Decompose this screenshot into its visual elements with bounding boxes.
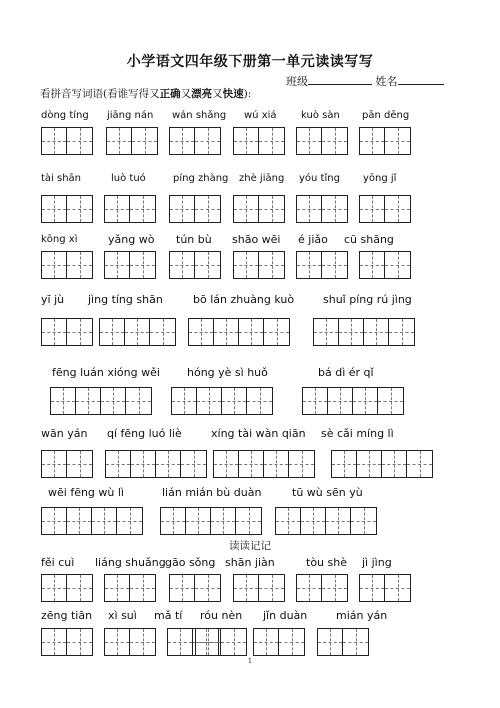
pinyin-label: bō lán zhuàng kuò [193,293,295,306]
writing-box-1-2[interactable] [169,195,221,223]
character-cell [67,252,92,278]
writing-box-2-1[interactable] [104,251,156,279]
pinyin-label: pān dēng [362,110,410,121]
pinyin-label: gāo sǒng [165,556,216,569]
character-cell [125,319,150,345]
pinyin-label: kuò sàn [301,110,340,121]
name-label: 姓名 [375,75,398,88]
character-cell [126,388,151,414]
character-cell [106,451,131,477]
pinyin-label: jiāng nán [107,110,154,121]
character-cell [364,319,389,345]
character-cell [67,629,92,655]
writing-box-3-0[interactable] [41,318,93,346]
character-cell [117,508,142,534]
character-cell [42,252,67,278]
character-cell [168,629,193,655]
name-blank [398,74,444,85]
character-cell [105,252,130,278]
character-cell [328,388,353,414]
character-cell [170,575,195,601]
character-cell [67,196,92,222]
pinyin-label: bá dì ér qǐ [318,366,374,379]
writing-box-1-1[interactable] [104,195,156,223]
instruction-mid-1: 又 [180,88,192,100]
character-cell [407,451,432,477]
pinyin-label: tún bù [176,233,212,246]
character-cell [67,508,92,534]
character-cell [42,196,67,222]
pinyin-label: sè cǎi míng lì [321,427,394,440]
writing-box-2-0[interactable] [41,251,93,279]
writing-box-7-4[interactable] [296,574,348,602]
character-cell [150,319,175,345]
character-cell [67,319,92,345]
pinyin-label: lián mián bù duàn [162,486,262,499]
character-cell [247,388,272,414]
character-cell [385,196,410,222]
pinyin-label: hóng yè sì huǒ [187,366,268,379]
writing-box-3-2[interactable] [188,318,290,346]
instruction-bold-3: 快速 [222,88,244,100]
instruction [40,86,251,101]
character-cell [322,196,347,222]
character-cell [170,252,195,278]
pinyin-label: shān jiàn [225,556,275,569]
section-heading: 读读记记 [229,540,271,552]
pinyin-label: qí fēng luó liè [107,427,182,440]
character-cell [42,629,67,655]
character-cell [42,319,67,345]
character-cell [189,319,214,345]
writing-box-1-3[interactable] [233,195,285,223]
character-cell [51,388,76,414]
writing-box-0-5[interactable] [359,127,411,155]
writing-box-3-1[interactable] [99,318,176,346]
pinyin-label: fěi cuì [41,556,75,569]
writing-box-4-2[interactable] [302,387,404,415]
pinyin-label: wú xiá [244,110,277,121]
character-cell [259,575,284,601]
pinyin-label: wēi fēng wù lì [48,486,124,499]
page-number: 1 [247,657,253,665]
character-cell [211,508,236,534]
character-cell [172,388,197,414]
character-cell [303,388,328,414]
character-cell [131,451,156,477]
writing-box-6-0[interactable] [41,507,143,535]
character-cell [221,629,246,655]
character-cell [343,629,368,655]
character-cell [170,196,195,222]
writing-box-6-1[interactable] [160,507,262,535]
pinyin-label: fēng luán xióng wěi [52,366,160,379]
pinyin-label: xíng tài wàn qiān [211,427,306,440]
writing-box-0-2[interactable] [169,127,221,155]
pinyin-label: yōng jǐ [363,173,397,184]
character-cell [92,508,117,534]
character-cell [239,451,264,477]
character-cell [297,128,322,154]
writing-box-2-5[interactable] [359,251,411,279]
writing-box-8-4[interactable] [253,628,305,656]
character-cell [318,629,343,655]
character-cell [264,319,289,345]
character-cell [289,451,314,477]
character-cell [195,252,220,278]
character-cell [101,388,126,414]
writing-box-5-1[interactable] [105,450,207,478]
pinyin-label: wán shǎng [172,110,227,121]
character-cell [389,319,414,345]
character-cell [297,196,322,222]
character-cell [42,575,67,601]
character-cell [314,319,339,345]
instruction-suffix: ): [243,88,252,100]
character-cell [360,252,385,278]
writing-box-1-0[interactable] [41,195,93,223]
character-cell [239,319,264,345]
pinyin-label: jǐn duàn [263,609,308,622]
character-cell [385,575,410,601]
character-cell [195,196,220,222]
pinyin-label: liáng shuǎng [95,556,166,569]
character-cell [385,128,410,154]
writing-box-6-2[interactable] [275,507,377,535]
character-cell [339,319,364,345]
character-cell [107,128,132,154]
character-cell [161,508,186,534]
character-cell [276,508,301,534]
pinyin-label: tòu shè [306,556,347,569]
pinyin-label: kōng xì [41,234,78,245]
writing-box-8-3[interactable] [195,628,247,656]
pinyin-label: yǎng wò [108,233,155,246]
character-cell [67,128,92,154]
character-cell [382,451,407,477]
character-cell [132,128,157,154]
writing-box-0-0[interactable] [41,127,93,155]
character-cell [214,319,239,345]
pinyin-label: jìng tíng shān [88,293,163,306]
writing-box-7-3[interactable] [233,574,285,602]
pinyin-label: wān yán [41,427,88,440]
character-cell [297,575,322,601]
character-cell [353,388,378,414]
pinyin-label: tài shān [41,173,82,184]
character-cell [360,575,385,601]
writing-box-0-3[interactable] [233,127,285,155]
character-cell [105,629,130,655]
writing-box-3-3[interactable] [313,318,415,346]
pinyin-label: shuǐ píng rú jìng [323,293,412,306]
character-cell [181,451,206,477]
pinyin-label: shāo wēi [232,233,281,246]
character-cell [378,388,403,414]
class-blank [308,74,372,85]
character-cell [170,128,195,154]
character-cell [186,508,211,534]
writing-box-2-3[interactable] [233,251,285,279]
instruction-prefix: 看拼音写词语(看谁写得又 [40,88,160,100]
page-title: 小学语文四年级下册第一单元读读写写 [126,54,374,70]
pinyin-label: tū wù sēn yù [292,486,363,499]
character-cell [385,252,410,278]
character-cell [105,196,130,222]
character-cell [67,575,92,601]
class-name-row [286,73,444,89]
character-cell [195,128,220,154]
character-cell [130,196,155,222]
character-cell [222,388,247,414]
pinyin-label: píng zhàng [173,173,229,184]
writing-box-0-4[interactable] [296,127,348,155]
character-cell [326,508,351,534]
writing-box-7-2[interactable] [169,574,221,602]
character-cell [100,319,125,345]
pinyin-label: zēng tiān [41,609,93,622]
writing-box-7-0[interactable] [41,574,93,602]
character-cell [42,508,67,534]
writing-box-4-0[interactable] [50,387,152,415]
character-cell [360,196,385,222]
character-cell [297,252,322,278]
character-cell [332,451,357,477]
class-label: 班级 [286,75,308,88]
pinyin-label: dòng tíng [41,110,89,121]
character-cell [236,508,261,534]
character-cell [234,128,259,154]
character-cell [42,128,67,154]
writing-box-5-2[interactable] [213,450,315,478]
writing-box-1-5[interactable] [359,195,411,223]
instruction-bold-1: 正确 [159,88,181,100]
writing-box-8-1[interactable] [104,628,156,656]
pinyin-label: yóu tǐng [299,173,340,184]
character-cell [259,252,284,278]
character-cell [357,451,382,477]
pinyin-label: mián yán [336,609,388,622]
character-cell [322,128,347,154]
character-cell [360,128,385,154]
writing-box-1-4[interactable] [296,195,348,223]
writing-box-0-1[interactable] [106,127,158,155]
pinyin-label: luò tuó [111,173,146,184]
writing-box-2-2[interactable] [169,251,221,279]
character-cell [67,451,92,477]
character-cell [105,575,130,601]
character-cell [156,451,181,477]
character-cell [234,575,259,601]
character-cell [130,629,155,655]
pinyin-label: xì suì [108,609,137,622]
character-cell [234,252,259,278]
writing-box-8-0[interactable] [41,628,93,656]
character-cell [42,451,67,477]
character-cell [259,196,284,222]
pinyin-label: jì jìng [362,556,392,569]
character-cell [234,196,259,222]
pinyin-label: róu nèn [200,609,243,622]
pinyin-label: mǎ tí [154,609,183,622]
character-cell [130,252,155,278]
writing-box-2-4[interactable] [296,251,348,279]
instruction-mid-2: 又 [212,88,223,100]
writing-box-7-1[interactable] [104,574,156,602]
writing-box-5-0[interactable] [41,450,93,478]
character-cell [195,575,220,601]
pinyin-label: é jiǎo [298,233,328,246]
pinyin-label: yī jù [41,293,65,306]
writing-box-5-3[interactable] [331,450,433,478]
character-cell [197,388,222,414]
character-cell [351,508,376,534]
character-cell [301,508,326,534]
character-cell [196,629,221,655]
writing-box-4-1[interactable] [171,387,273,415]
character-cell [279,629,304,655]
pinyin-label: cū shāng [344,233,394,246]
character-cell [214,451,239,477]
character-cell [264,451,289,477]
character-cell [322,252,347,278]
character-cell [322,575,347,601]
pinyin-label: zhè jiāng [239,173,285,184]
character-cell [254,629,279,655]
character-cell [76,388,101,414]
instruction-bold-2: 漂亮 [191,88,213,100]
writing-box-7-5[interactable] [359,574,411,602]
writing-box-8-5[interactable] [317,628,369,656]
character-cell [259,128,284,154]
character-cell [130,575,155,601]
